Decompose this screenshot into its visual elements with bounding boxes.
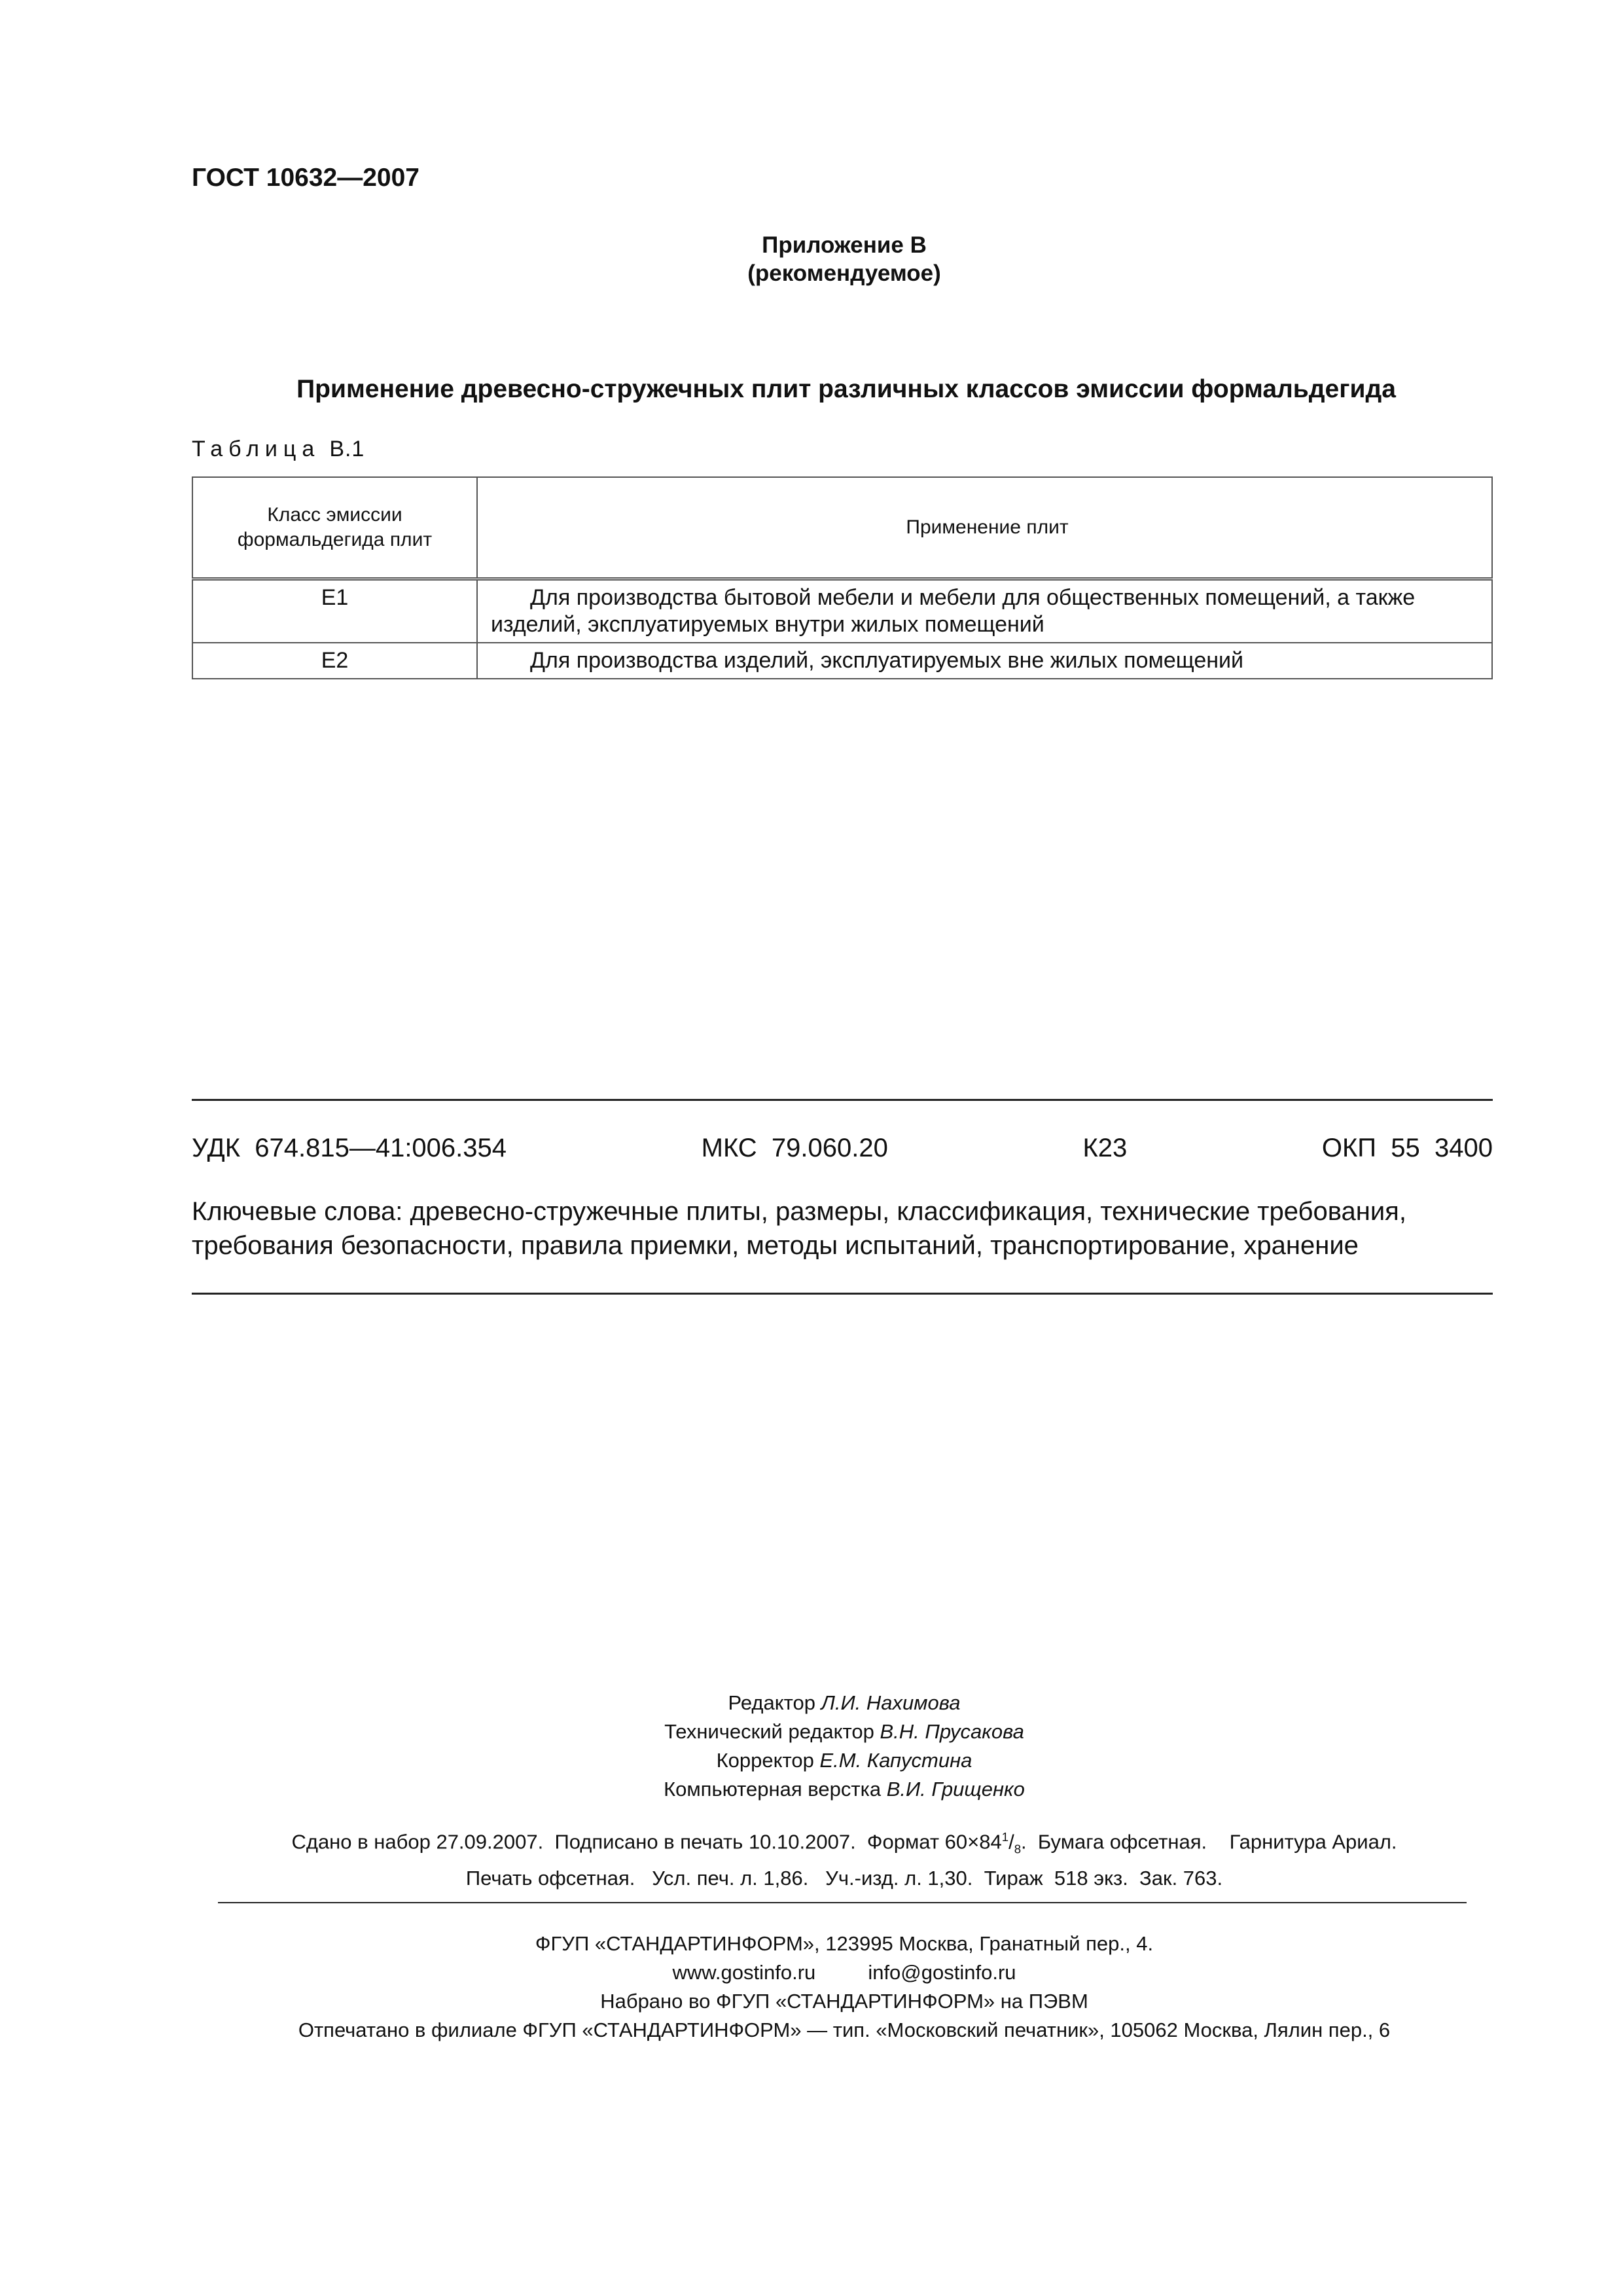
udk-code: УДК 674.815—41:006.354 xyxy=(192,1134,507,1162)
credit-role: Компьютерная верстка xyxy=(664,1778,882,1801)
cell-application: Для производства изделий, эксплуатируемых вне жилых помещений xyxy=(477,643,1492,679)
cell-class: Е1 xyxy=(192,579,477,643)
credit-role: Корректор xyxy=(716,1749,814,1772)
table-header-row xyxy=(192,477,1492,579)
header-emission-class: Класс эмиссии формальдегида плит xyxy=(192,477,477,579)
credits-block xyxy=(0,1689,1623,1804)
appendix-subtitle: (рекомендуемое) xyxy=(747,260,941,286)
credit-layout xyxy=(0,1775,1623,1804)
divider-top xyxy=(192,1099,1493,1101)
appendix-title: Приложение В xyxy=(762,232,927,258)
print-info-text: . Бумага офсетная. Гарнитура Ариал. xyxy=(1021,1830,1397,1854)
credit-tech-editor xyxy=(0,1717,1623,1746)
credit-role: Технический редактор xyxy=(664,1720,874,1743)
publisher-printed: Отпечатано в филиале ФГУП «СТАНДАРТИНФОРМ» — тип. «Московский печатник», 105062 Москва, Лялин пер., 6 xyxy=(298,2018,1391,2041)
emission-class-table xyxy=(192,476,1493,679)
publisher-website: www.gostinfo.ru xyxy=(672,1961,816,1984)
print-info-line2: Печать офсетная. Усл. печ. л. 1,86. Уч.-изд. л. 1,30. Тираж 518 экз. Зак. 763. xyxy=(465,1866,1223,1890)
keywords: Ключевые слова: древесно-стружечные плиты, размеры, классификация, технические требования, требования безопасности, правила приемки, методы испытаний, транспортирование, хранение xyxy=(192,1197,1406,1260)
print-info xyxy=(0,1823,1623,1893)
credit-name: В.Н. Прусакова xyxy=(880,1720,1024,1743)
format-separator: / xyxy=(1008,1830,1014,1854)
credit-name: Е.М. Капустина xyxy=(819,1749,972,1772)
table-caption xyxy=(192,437,365,462)
publisher-contacts xyxy=(0,1958,1623,1987)
print-info-line1 xyxy=(0,1823,1623,1864)
publisher-block xyxy=(0,1929,1623,2045)
table-caption-number: В.1 xyxy=(329,437,365,461)
credit-name: В.И. Грищенко xyxy=(886,1778,1025,1801)
format-numerator: 1 xyxy=(1001,1830,1009,1844)
credit-role: Редактор xyxy=(728,1691,815,1714)
print-info-text: Сдано в набор 27.09.2007. Подписано в печать 10.10.2007. Формат 60×84 xyxy=(291,1830,1002,1854)
table-row xyxy=(192,643,1492,679)
k-code: К23 xyxy=(1082,1134,1128,1162)
publisher-email: info@gostinfo.ru xyxy=(868,1961,1016,1984)
okp-code: ОКП 55 3400 xyxy=(1321,1134,1493,1162)
section-heading: Применение древесно-стружечных плит различных классов эмиссии формальдегида xyxy=(296,375,1396,403)
classification-line xyxy=(192,1134,1493,1163)
table-caption-word: Таблица xyxy=(192,437,321,461)
credit-name: Л.И. Нахимова xyxy=(821,1691,961,1714)
credit-editor xyxy=(0,1689,1623,1717)
divider-publisher xyxy=(218,1902,1467,1903)
document-code: ГОСТ 10632—2007 xyxy=(192,164,419,192)
cell-class: Е2 xyxy=(192,643,477,679)
credit-proofreader xyxy=(0,1746,1623,1775)
header-application: Применение плит xyxy=(477,477,1492,579)
cell-application: Для производства бытовой мебели и мебели для общественных помещений, а также изделий, эксплуатируемых внутри жилых помещений xyxy=(477,579,1492,643)
divider-bottom xyxy=(192,1293,1493,1295)
publisher-address: ФГУП «СТАНДАРТИНФОРМ», 123995 Москва, Гранатный пер., 4. xyxy=(535,1932,1154,1955)
publisher-typeset: Набрано во ФГУП «СТАНДАРТИНФОРМ» на ПЭВМ xyxy=(600,1990,1088,2013)
mks-code: МКС 79.060.20 xyxy=(701,1134,888,1162)
table-row xyxy=(192,579,1492,643)
format-denominator: 8 xyxy=(1014,1842,1022,1856)
